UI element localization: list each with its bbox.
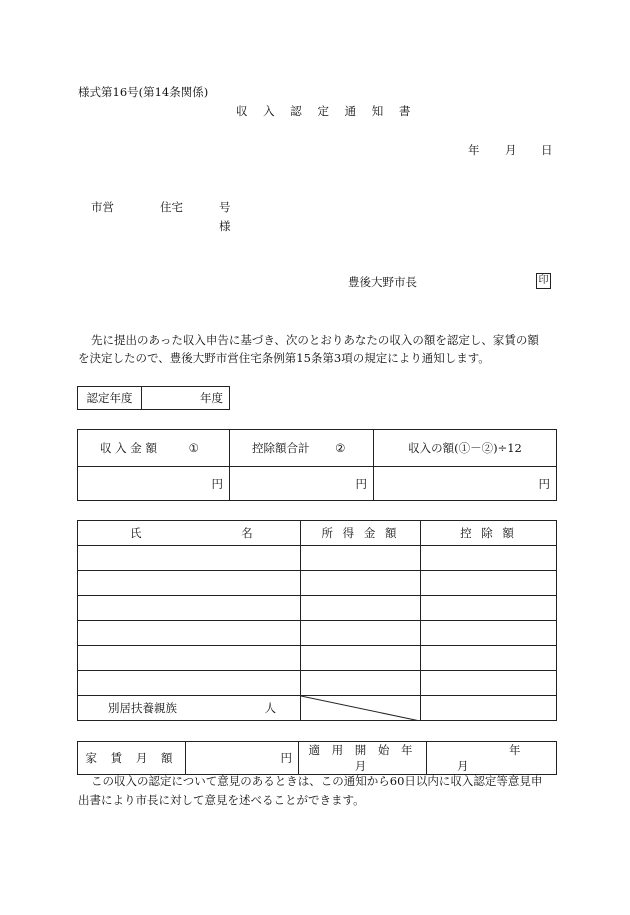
table-row [78,571,557,596]
member-income-cell [301,621,421,646]
member-deduction-cell [421,546,557,571]
name-column-header [78,521,301,546]
table-row [78,646,557,671]
name-header-left: 氏 [130,526,142,540]
member-income-cell [301,546,421,571]
dependents-row [78,696,557,721]
name-header-right: 名 [241,526,253,540]
table-row [78,546,557,571]
deduction-total-header [230,430,374,467]
member-deduction-cell [421,596,557,621]
start-date-value [427,742,557,775]
member-income-cell [301,571,421,596]
date-year: 年 [468,143,480,157]
deduction-total-value: 円 [230,467,374,501]
seal-mark: 印 [536,273,551,289]
table-row [78,596,557,621]
monthly-rent-label: 家 賃 月 額 [78,742,186,775]
dependents-deduction-cell [421,696,557,721]
addressee-honorific: 様 [219,219,231,233]
addressee-number: 号 [219,200,231,214]
member-name-cell [78,646,301,671]
table-row [78,671,557,696]
date-day: 日 [541,143,553,157]
total-income-mark: ① [188,441,199,455]
dependents-income-cell-crossed [301,696,421,721]
member-deduction-cell [421,671,557,696]
monthly-rent-value: 円 [186,742,299,775]
objection-text-line1: この収入の認定について意見のあるときは、この通知から60日以内に収入認定等意見申 [91,774,543,788]
dependents-label: 別居扶養親族 [108,701,177,715]
total-income-value: 円 [78,467,230,501]
member-name-cell [78,621,301,646]
income-column-header: 所 得 金 額 [301,521,421,546]
certification-year-label: 認定年度 [78,387,142,410]
member-name-cell [78,571,301,596]
member-name-cell [78,546,301,571]
document-title: 収 入 認 定 通 知 書 [236,104,417,118]
deduction-total-mark: ② [335,441,346,455]
monthly-income-value: 円 [374,467,557,501]
certification-year-box [77,386,230,410]
member-income-cell [301,596,421,621]
monthly-income-header: 収入の額(①－②)÷12 [374,430,557,467]
member-income-cell [301,646,421,671]
member-name-cell [78,671,301,696]
addressee-city-housing: 市営 [91,200,114,214]
dependents-unit: 人 [264,701,277,715]
member-income-cell [301,671,421,696]
date-month: 月 [505,143,517,157]
notice-text-line2: を決定したので、豊後大野市営住宅条例第15条第3項の規定により通知します。 [78,351,490,365]
certification-year-unit: 年度 [142,387,230,410]
notice-text-line1: 先に提出のあった収入申告に基づき、次のとおりあなたの収入の額を認定し、家賃の額 [91,333,539,347]
total-income-header [78,430,230,467]
total-income-label: 収 入 金 額 [100,441,157,455]
deduction-column-header: 控 除 額 [421,521,557,546]
income-table [77,429,557,501]
objection-text-line2: 出書により市長に対して意見を述べることができます。 [78,793,365,807]
member-deduction-cell [421,646,557,671]
rent-table [77,741,557,775]
table-row [78,621,557,646]
household-member-table [77,520,557,721]
start-year-unit: 年 [509,743,521,757]
member-deduction-cell [421,571,557,596]
addressee-housing: 住宅 [160,200,183,214]
issuer-name: 豊後大野市長 [348,275,417,289]
member-deduction-cell [421,621,557,646]
member-name-cell [78,596,301,621]
start-month-unit: 月 [457,759,469,773]
diagonal-strike-icon [301,696,420,721]
deduction-total-label: 控除額合計 [252,441,310,455]
form-number: 様式第16号(第14条関係) [78,85,209,99]
dependents-cell [78,696,301,721]
start-date-label: 適 用 開 始 年 月 [299,742,427,775]
